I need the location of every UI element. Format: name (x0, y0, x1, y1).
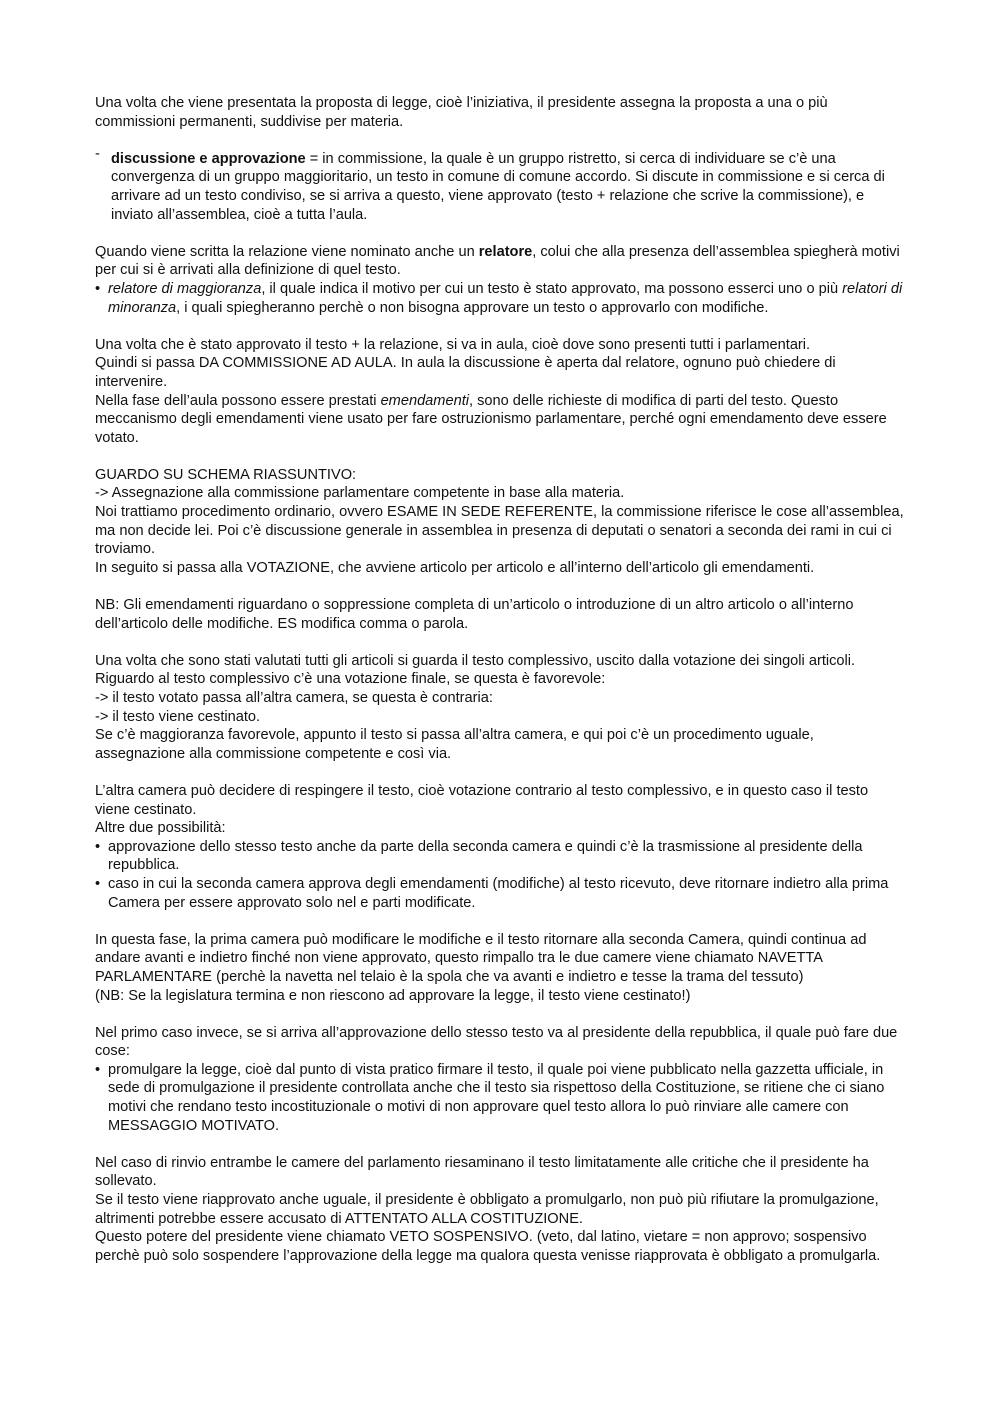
paragraph-line: (NB: Se la legislatura termina e non riescono ad approvare la legge, il testo viene cestinato!) (95, 987, 691, 1004)
spacer (95, 1005, 907, 1024)
list-item (95, 875, 907, 912)
paragraph-line: L’altra camera può decidere di respingere il testo, cioè votazione contrario al testo complessivo, e in questo caso il testo viene cestinato. (95, 782, 869, 818)
paragraph-line: Se il testo viene riapprovato anche uguale, il presidente è obbligato a promulgarlo, non può più rifiutare la promulgazione, altrimenti potrebbe essere accusato di ATTENTATO ALLA COSTITUZIONE. (95, 1192, 879, 1227)
spacer (95, 633, 907, 652)
paragraph-line: Riguardo al testo complessivo c’è una votazione finale, se questa è favorevole: (95, 671, 606, 688)
paragraph-line: Questo potere del presidente viene chiamato VETO SOSPENSIVO. (veto, dal latino, vietare = non approvo; sospensivo perchè può solo sospendere l’approvazione della legge ma qualora questa venisse riapprovata è obbligato a promulgarla. (95, 1229, 881, 1264)
spacer (95, 224, 907, 243)
paragraph-line: Se c’è maggioranza favorevole, appunto il testo si passa all’altra camera, e qui poi c’è un procedimento uguale, assegnazione alla commissione competente e così via. (95, 727, 814, 762)
paragraph-emendamenti (95, 392, 907, 448)
spacer (95, 763, 907, 782)
list-item-discussione (95, 145, 907, 224)
paragraph-line: Una volta che sono stati valutati tutti gli articoli si guarda il testo complessivo, uscito dalla votazione dei singoli articoli. (95, 652, 856, 669)
paragraph-intro: Una volta che viene presentata la proposta di legge, cioè l’iniziativa, il presidente assegna la proposta a una o più commissioni permanenti, suddivise per materia. (95, 95, 828, 130)
text-segment: , colui che alla presenza dell’assemblea spiegherà motivi per cui si è arrivati alla definizione di quel testo. (95, 243, 900, 279)
list-item-text: caso in cui la seconda camera approva degli emendamenti (modifiche) al testo ricevuto, deve ritornare indietro alla prima Camera per essere approvato solo nel e parti modificate. (108, 875, 889, 911)
bullet-marker: • (95, 838, 101, 855)
list-item-text: approvazione dello stesso testo anche da parte della seconda camera e quindi c’è la trasmissione al presidente della repubblica. (108, 838, 863, 874)
paragraph-relatore (95, 243, 907, 280)
document-page (95, 94, 907, 1265)
bullet-marker: • (95, 280, 101, 297)
text-segment: Quando viene scritta la relazione viene nominato anche un (95, 243, 479, 260)
text-segment: , i quali spiegheranno perchè o non bisogna approvare un testo o approvarlo con modifiche. (176, 299, 769, 316)
dash-marker: - (95, 145, 100, 162)
text-segment: , sono delle richieste di modifica di parti del testo. Questo meccanismo degli emendamenti viene usato per fare ostruzionismo parlamentare, perché ogni emendamento deve essere votato. (95, 392, 887, 446)
paragraph-line: Quindi si passa DA COMMISSIONE AD AULA. In aula la discussione è aperta dal relatore, ognuno può chiedere di intervenire. (95, 355, 836, 390)
paragraph-nb-emendamenti: NB: Gli emendamenti riguardano o soppressione completa di un’articolo o introduzione di un altro articolo o all’interno dell’articolo delle modifiche. ES modifica comma o parola. (95, 597, 854, 632)
paragraph-line: Nel caso di rinvio entrambe le camere del parlamento riesaminano il testo limitatamente alle critiche che il presidente ha sollevato. (95, 1154, 869, 1190)
list-item (95, 838, 907, 875)
bullet-marker: • (95, 875, 101, 892)
spacer (95, 131, 907, 150)
term-relatore-maggioranza: relatore di maggioranza (108, 280, 262, 297)
paragraph-line: -> il testo viene cestinato. (95, 708, 261, 725)
paragraph-line: In questa fase, la prima camera può modificare le modifiche e il testo ritornare alla seconda Camera, quindi continua ad andare avanti e indietro finché non viene approvato, questo rimpallo tra le due camere viene chiamato NAVETTA PARLAMENTARE (perchè la navetta nel telaio è la spola che va avanti e indietro e tesse la trama del tessuto) (95, 931, 867, 985)
term-discussione: discussione e approvazione (111, 150, 306, 167)
list-item (95, 1061, 907, 1135)
paragraph-line: Una volta che è stato approvato il testo + la relazione, si va in aula, cioè dove sono presenti tutti i parlamentari. (95, 336, 811, 353)
spacer (95, 577, 907, 596)
paragraph-line: Nel primo caso invece, se si arriva all’approvazione dello stesso testo va al presidente della repubblica, il quale può fare due cose: (95, 1024, 898, 1060)
spacer (95, 317, 907, 336)
paragraph-line: -> il testo votato passa all’altra camera, se questa è contraria: (95, 690, 493, 706)
paragraph-line: -> Assegnazione alla commissione parlamentare competente in base alla materia. (95, 485, 625, 502)
paragraph-line: In seguito si passa alla VOTAZIONE, che avviene articolo per articolo e all’interno dell’articolo gli emendamenti. (95, 559, 815, 576)
bullet-marker: • (95, 1061, 101, 1078)
term-relatore: relatore (478, 243, 533, 260)
paragraph-line: Altre due possibilità: (95, 820, 226, 837)
definition-discussione: = in commissione, la quale è un gruppo ristretto, si cerca di individuare se c’è una convergenza di un gruppo maggioritario, un testo in comune di comune accordo. Si discute in commissione e si cerca di arrivare ad un testo condiviso, se si arriva a questo, viene approvato (testo + relazione che scrive la commissione), e inviato all’assemblea, cioè a tutta l’aula. (111, 150, 885, 223)
term-relatori-minoranza: relatori di minoranza (108, 280, 903, 316)
paragraph-line: GUARDO SU SCHEMA RIASSUNTIVO: (95, 466, 357, 483)
list-item-text: promulgare la legge, cioè dal punto di vista pratico firmare il testo, il quale poi viene pubblicato nella gazzetta ufficiale, in sede di promulgazione il presidente controllata anche che il testo sia rispettoso della Costituzione, se ritiene che ci siano motivi che rendano testo incostituzionale o motivi di non approvare quel testo allora lo può rinviare alle camere con MESSAGGIO MOTIVATO. (108, 1061, 885, 1134)
list-item-relatori (95, 280, 907, 317)
paragraph-line: Noi trattiamo procedimento ordinario, ovvero ESAME IN SEDE REFERENTE, la commissione riferisce le cose all’assemblea, ma non decide lei. Poi c’è discussione generale in assemblea in presenza di deputati o senatori a seconda dei rami in cui ci troviamo. (95, 504, 904, 558)
term-emendamenti: emendamenti (380, 392, 469, 409)
spacer (95, 1135, 907, 1154)
spacer (95, 912, 907, 931)
text-segment: Nella fase dell’aula possono essere prestati (95, 392, 381, 409)
spacer (95, 447, 907, 466)
text-segment: , il quale indica il motivo per cui un testo è stato approvato, ma possono esserci uno o più (261, 280, 843, 297)
